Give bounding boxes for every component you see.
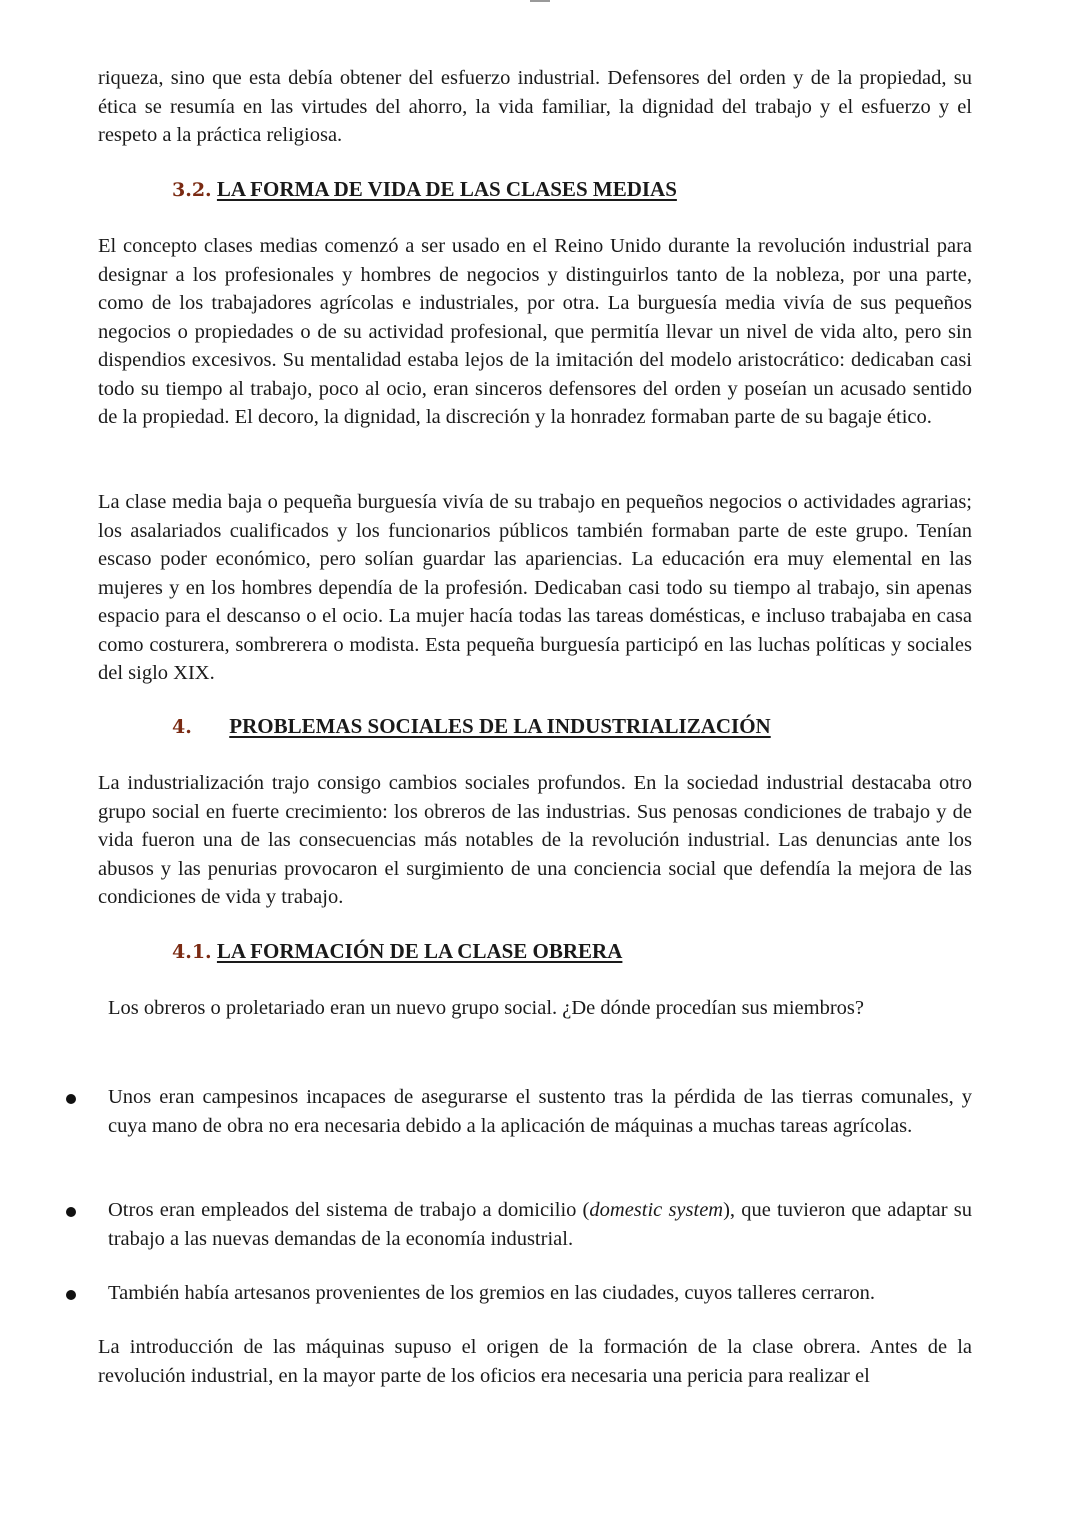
- intro-paragraph: riqueza, sino que esta debía obtener del esfuerzo industrial. Defensores del orden y de la propiedad, su ética se resumía en las virtudes del ahorro, la vida familiar, la dignidad del trabajo y el esfuerzo y el respeto a la práctica religiosa.: [98, 67, 972, 146]
- bullet-item: Unos eran campesinos incapaces de asegurarse el sustento tras la pérdida de las tierras comunales, y cuya mano de obra no era necesaria debido a la aplicación de máquinas a muchas tareas agrícolas.: [108, 1086, 972, 1137]
- section-number: 4.1.: [172, 941, 212, 963]
- section-title: LA FORMA DE VIDA DE LAS CLASES MEDIAS: [216, 177, 677, 201]
- media-baja-paragraph: La clase media baja o pequeña burguesía vivía de su trabajo en pequeños negocios o actividades agrarias; los asalariados cualificados y los funcionarios públicos también formaban parte de este grupo. Tenían escaso poder económico, pero solían guardar las apariencias. La educación era muy elemental en las mujeres y en los hombres dependía de la profesión. Dedicaban casi todo su tiempo al trabajo, sin apenas espacio para el descanso o el ocio. La mujer hacía todas las tareas domésticas, e incluso trabajaba en casa como costurera, sombrerera o modista. Esta pequeña burguesía participó en las luchas políticas y sociales del siglo XIX.: [98, 491, 972, 684]
- obreros-intro-paragraph: Los obreros o proletariado eran un nuevo grupo social. ¿De dónde procedían sus miembros?: [108, 997, 864, 1019]
- bullet-italic-term: domestic system: [589, 1199, 724, 1221]
- problemas-paragraph: La industrialización trajo consigo cambios sociales profundos. En la sociedad industrial destacaba otro grupo social en fuerte crecimiento: los obreros de las industrias. Sus penosas condiciones de trabajo y de vida fueron una de las consecuencias más notables de la revolución industrial. Las denuncias ante los abusos y las penurias provocaron el surgimiento de una conciencia social que defendía la mejora de las condiciones de vida y trabajo.: [98, 772, 972, 908]
- bullet-marker: [66, 1207, 76, 1217]
- bullet-marker: [66, 1290, 76, 1300]
- section-heading-4: [172, 712, 771, 741]
- clases-medias-paragraph: El concepto clases medias comenzó a ser usado en el Reino Unido durante la revolución industrial para designar a los profesionales y hombres de negocios y distinguirlos tanto de la nobleza, por una parte, como de los trabajadores agrícolas e industriales, por otra. La burguesía media vivía de sus pequeños negocios o propiedades o de su actividad profesional, que permitía llevar un nivel de vida alto, pero sin dispendios excesivos. Su mentalidad estaba lejos de la imitación del modelo aristocrático: dedicaban casi todo su tiempo al trabajo, poco al ocio, eran sinceros defensores del orden y poseían un acusado sentido de la propiedad. El decoro, la dignidad, la discreción y la honradez formaban parte de su bagaje ético.: [98, 235, 972, 428]
- section-title: PROBLEMAS SOCIALES DE LA INDUSTRIALIZACIÓN: [229, 714, 771, 738]
- bullet-marker: [66, 1094, 76, 1104]
- bullet-item: [108, 1196, 972, 1253]
- section-number: 3.2.: [172, 179, 212, 201]
- bullet-text-part: Otros eran empleados del sistema de trabajo a domicilio (: [108, 1199, 590, 1221]
- bullet-text-part: ), que tuvieron que adaptar su trabajo a las nuevas demandas de la economía industrial.: [108, 1199, 972, 1250]
- section-heading-4-1: [172, 937, 622, 966]
- bullet-item: También había artesanos provenientes de los gremios en las ciudades, cuyos talleres cerraron.: [108, 1282, 876, 1304]
- maquinas-paragraph: La introducción de las máquinas supuso el origen de la formación de la clase obrera. Antes de la revolución industrial, en la mayor parte de los oficios era necesaria una pericia para realizar el: [98, 1336, 972, 1387]
- section-number: 4.: [172, 716, 192, 738]
- page-top-mark: [530, 0, 550, 2]
- section-title: LA FORMACIÓN DE LA CLASE OBRERA: [216, 939, 623, 963]
- section-heading-3-2: [172, 175, 677, 204]
